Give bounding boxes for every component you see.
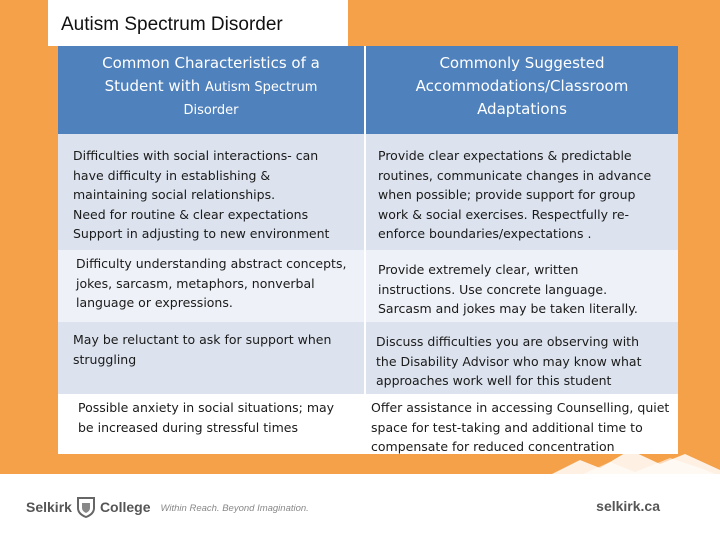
header-left-small: Autism Spectrum xyxy=(205,80,318,95)
cell-line: space for test-taking and additional time to xyxy=(371,419,643,435)
cell-line: jokes, sarcasm, metaphors, nonverbal xyxy=(76,275,315,291)
cell-line: approaches work well for this student xyxy=(376,373,612,388)
selkirk-college-logo[interactable] xyxy=(26,496,309,518)
characteristic-cell xyxy=(58,394,366,454)
cell-line: struggling xyxy=(73,351,137,367)
logo-word-college: College xyxy=(99,499,151,515)
header-right-line: Adaptations xyxy=(477,100,567,118)
cell-line: instructions. Use concrete language. xyxy=(378,281,608,297)
characteristic-cell xyxy=(58,322,366,394)
footer xyxy=(0,474,720,540)
accommodations-table xyxy=(58,46,678,454)
table-row xyxy=(58,322,678,394)
logo-word-selkirk: Selkirk xyxy=(26,499,72,515)
cell-line: Difficulties with social interactions- can xyxy=(73,148,319,163)
cell-line: Provide clear expectations & predictable xyxy=(378,148,632,163)
cell-line: enforce boundaries/expectations . xyxy=(378,226,592,241)
cell-line: May be reluctant to ask for support when xyxy=(73,332,332,347)
cell-line: compensate for reduced concentration xyxy=(371,439,615,454)
cell-line: the Disability Advisor who may know what xyxy=(376,353,642,369)
accommodation-cell xyxy=(366,322,678,394)
header-accommodations xyxy=(366,46,678,134)
crest-icon xyxy=(76,496,96,518)
cell-line: Provide extremely clear, written xyxy=(378,262,579,277)
cell-line: work & social exercises. Respectfully re- xyxy=(378,206,630,222)
cell-line: routines, communicate changes in advance xyxy=(378,167,652,183)
cell-line: be increased during stressful times xyxy=(78,419,299,435)
cell-line: Sarcasm and jokes may be taken literally. xyxy=(378,301,638,316)
page-title: Autism Spectrum Disorder xyxy=(61,14,283,35)
tagline: Within Reach. Beyond Imagination. xyxy=(160,502,309,514)
table-header-row xyxy=(58,46,678,134)
cell-line: Need for routine & clear expectations xyxy=(73,206,309,222)
header-characteristics xyxy=(58,46,366,134)
cell-line: when possible; provide support for group xyxy=(378,187,636,202)
header-right-line: Commonly Suggested xyxy=(439,54,605,72)
header-left-line: Student with xyxy=(104,77,205,95)
accommodation-cell xyxy=(366,134,678,250)
table-row xyxy=(58,134,678,250)
characteristic-cell xyxy=(58,250,366,322)
header-left-small: Disorder xyxy=(183,103,239,118)
table-row xyxy=(58,250,678,322)
website-link[interactable]: selkirk.ca xyxy=(596,498,660,514)
cell-line: Offer assistance in accessing Counselling, quiet xyxy=(371,400,670,415)
cell-line: maintaining social relationships. xyxy=(73,187,276,202)
header-right-line: Accommodations/Classroom xyxy=(415,77,629,95)
cell-line: language or expressions. xyxy=(76,295,233,310)
characteristic-cell xyxy=(58,134,366,250)
accommodation-cell xyxy=(366,250,678,322)
header-left-line: Common Characteristics of a xyxy=(102,54,320,72)
cell-line: Difficulty understanding abstract concepts, xyxy=(76,256,347,271)
cell-line: Discuss difficulties you are observing with xyxy=(376,334,639,349)
cell-line: have difficulty in establishing & xyxy=(73,167,271,183)
cell-line: Possible anxiety in social situations; may xyxy=(78,400,335,415)
cell-line: Support in adjusting to new environment xyxy=(73,226,330,241)
